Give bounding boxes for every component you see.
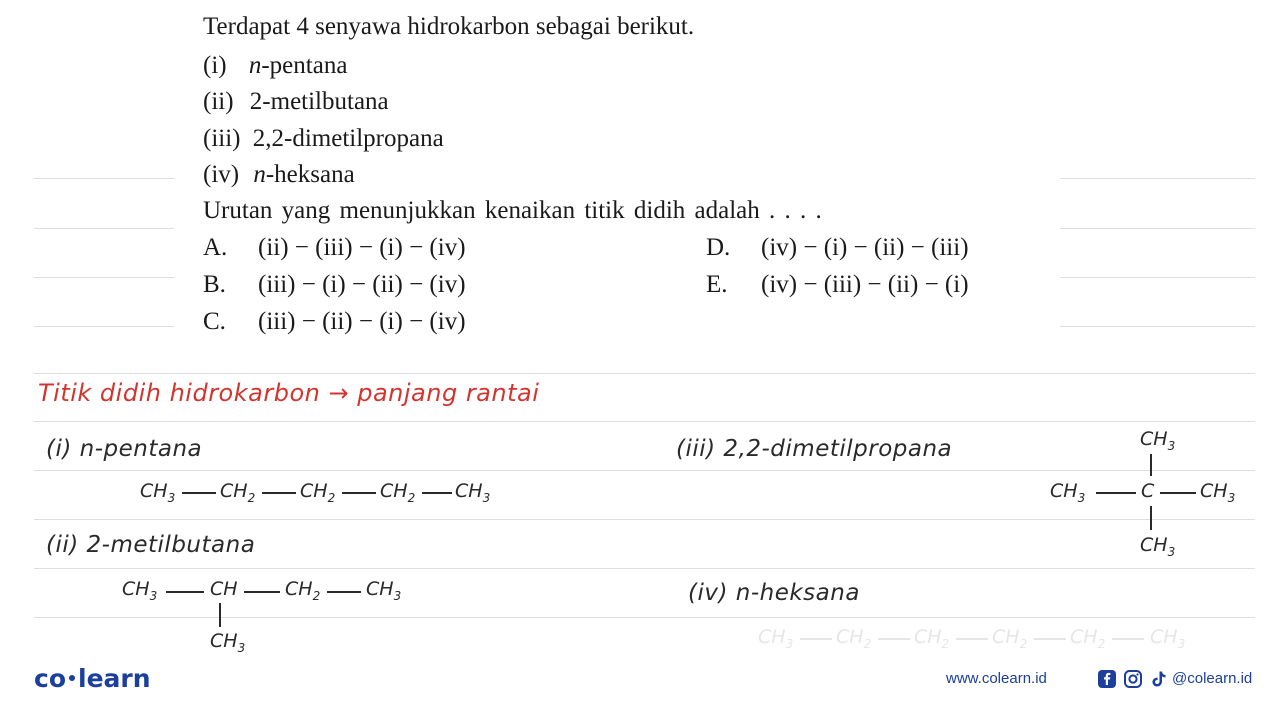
tiktok-icon[interactable] bbox=[1150, 670, 1168, 688]
bond-line-vertical bbox=[219, 603, 221, 627]
group-ch2: $CH_2$ bbox=[914, 626, 950, 651]
group-ch3: $CH_3$ bbox=[1050, 480, 1086, 505]
bond-line bbox=[182, 492, 216, 494]
notebook-rule bbox=[1060, 178, 1255, 179]
notebook-rule bbox=[34, 519, 1255, 520]
notes-heading: Titik didih hidrokarbon → panjang rantai bbox=[38, 379, 540, 407]
bond-line bbox=[1096, 492, 1136, 494]
compound-item: (iii) 2,2-dimetilpropana bbox=[203, 125, 444, 152]
option-c[interactable]: C. (iii) − (ii) − (i) − (iv) bbox=[203, 308, 466, 335]
colearn-logo[interactable]: co learn bbox=[34, 664, 151, 693]
group-ch3: $CH_3$ bbox=[1150, 626, 1186, 651]
compound-item: (i) n-pentana bbox=[203, 52, 348, 79]
social-handle[interactable]: @colearn.id bbox=[1172, 670, 1253, 687]
option-b[interactable]: B. (iii) − (i) − (ii) − (iv) bbox=[203, 271, 466, 298]
bond-line bbox=[342, 492, 376, 494]
group-ch2: $CH_2$ bbox=[380, 480, 416, 505]
compound-number: (iv) bbox=[203, 161, 240, 188]
label-2-metilbutana: (ii) 2-metilbutana bbox=[46, 532, 256, 558]
label-dimetilpropana: (iii) 2,2-dimetilpropana bbox=[676, 436, 953, 462]
compound-item: (ii) 2-metilbutana bbox=[203, 88, 389, 115]
notebook-rule bbox=[34, 470, 1255, 471]
bond-line bbox=[327, 591, 361, 593]
logo-dot-icon bbox=[69, 675, 75, 681]
group-ch3: $CH_3$ bbox=[1140, 428, 1176, 453]
group-ch2: $CH_2$ bbox=[836, 626, 872, 651]
bond-line bbox=[262, 492, 296, 494]
compound-number: (ii) bbox=[203, 88, 234, 115]
bond-line-vertical bbox=[1150, 506, 1152, 530]
website-link[interactable]: www.colearn.id bbox=[946, 670, 1047, 687]
bond-line bbox=[956, 638, 988, 640]
notebook-rule bbox=[34, 568, 1255, 569]
compound-item: (iv) n-heksana bbox=[203, 161, 355, 188]
question-prompt: Urutan yang menunjukkan kenaikan titik didih adalah . . . . bbox=[203, 197, 822, 224]
bond-line bbox=[166, 591, 204, 593]
option-d[interactable]: D. (iv) − (i) − (ii) − (iii) bbox=[706, 234, 969, 261]
notebook-rule bbox=[34, 228, 174, 229]
group-ch: CH bbox=[210, 578, 238, 600]
group-ch3: $CH_3$ bbox=[1140, 534, 1176, 559]
group-c: C bbox=[1141, 480, 1155, 502]
group-ch3: $CH_3$ bbox=[758, 626, 794, 651]
label-n-pentana: (i) n-pentana bbox=[46, 436, 203, 462]
group-ch2: $CH_2$ bbox=[285, 578, 321, 603]
bond-line bbox=[244, 591, 280, 593]
notebook-rule bbox=[34, 421, 1255, 422]
facebook-icon[interactable] bbox=[1098, 670, 1116, 688]
bond-line bbox=[422, 492, 452, 494]
bond-line bbox=[1112, 638, 1144, 640]
bond-line-vertical bbox=[1150, 454, 1152, 476]
bond-line bbox=[1160, 492, 1196, 494]
bond-line bbox=[878, 638, 910, 640]
notebook-rule bbox=[1060, 326, 1255, 327]
option-a[interactable]: A. (ii) − (iii) − (i) − (iv) bbox=[203, 234, 466, 261]
question-intro: Terdapat 4 senyawa hidrokarbon sebagai berikut. bbox=[203, 13, 695, 40]
bond-line bbox=[800, 638, 832, 640]
option-e[interactable]: E. (iv) − (iii) − (ii) − (i) bbox=[706, 271, 969, 298]
bond-line bbox=[1034, 638, 1066, 640]
group-ch2: $CH_2$ bbox=[300, 480, 336, 505]
notebook-rule bbox=[34, 373, 1255, 374]
notebook-rule bbox=[34, 178, 174, 179]
notebook-rule bbox=[34, 617, 1255, 618]
compound-number: (i) bbox=[203, 52, 227, 79]
notebook-rule bbox=[1060, 277, 1255, 278]
group-ch2: $CH_2$ bbox=[220, 480, 256, 505]
group-ch2: $CH_2$ bbox=[1070, 626, 1106, 651]
group-ch3: $CH_3$ bbox=[455, 480, 491, 505]
group-ch2: $CH_2$ bbox=[992, 626, 1028, 651]
group-ch3: $CH_3$ bbox=[140, 480, 176, 505]
group-ch3: $CH_3$ bbox=[210, 630, 246, 655]
notebook-rule bbox=[34, 277, 174, 278]
group-ch3: $CH_3$ bbox=[122, 578, 158, 603]
notebook-rule bbox=[34, 326, 174, 327]
label-n-heksana: (iv) n-heksana bbox=[688, 580, 860, 606]
compound-number: (iii) bbox=[203, 125, 241, 152]
instagram-icon[interactable] bbox=[1124, 670, 1142, 688]
group-ch3: $CH_3$ bbox=[366, 578, 402, 603]
notebook-rule bbox=[1060, 228, 1255, 229]
group-ch3: $CH_3$ bbox=[1200, 480, 1236, 505]
